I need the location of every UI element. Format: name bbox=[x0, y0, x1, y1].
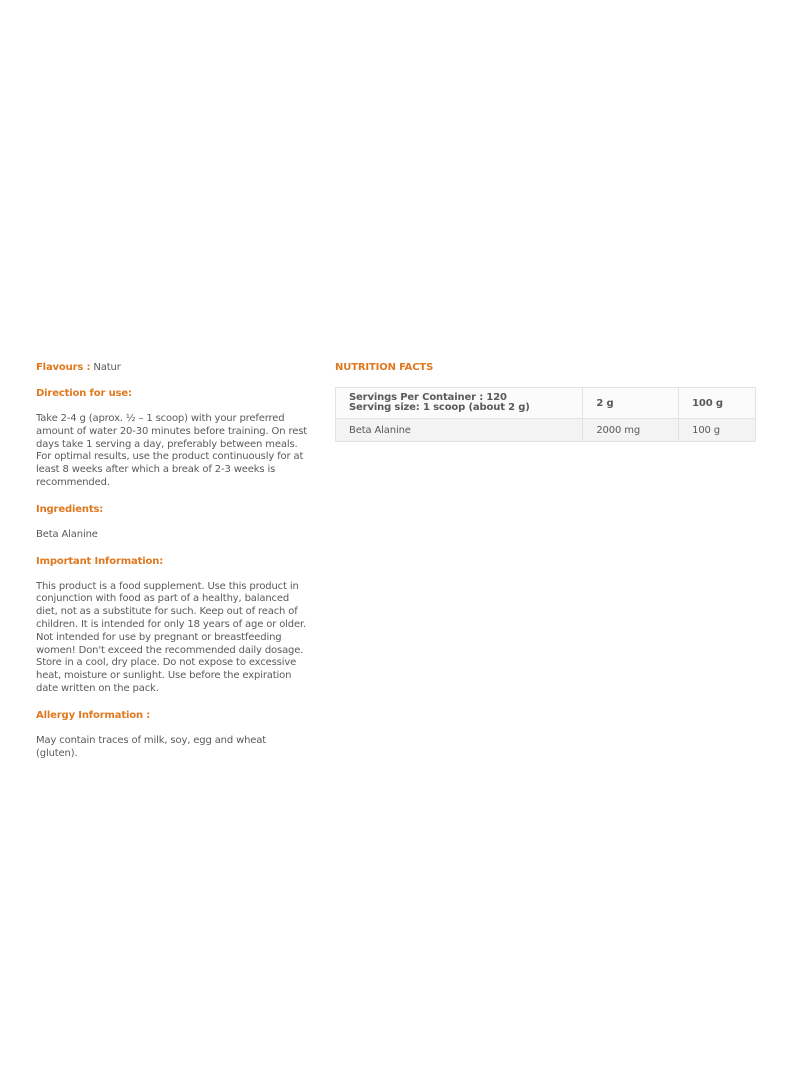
serving-size: Serving size: 1 scoop (about 2 g) bbox=[349, 402, 530, 413]
nutrient-name: Beta Alanine bbox=[336, 419, 583, 442]
ingredients-text: Beta Alanine bbox=[36, 528, 98, 540]
flavours-value: Natur bbox=[93, 362, 121, 373]
allergy-heading: Allergy Information : bbox=[36, 709, 151, 721]
nutrition-row bbox=[336, 419, 756, 442]
servings-per-container: Servings Per Container : 120 bbox=[349, 392, 507, 403]
important-info-heading: Important Information: bbox=[36, 555, 164, 567]
flavours-label: Flavours : bbox=[36, 362, 91, 373]
important-info-text: This product is a food supplement. Use this product in conjunction with food as part of a healthy, balanced diet, not as a substitute for such. Keep out of reach of children. It is intended for only 18 years of age or older. Not intended for use by pregnant or breastfeeding women! Don't exceed the recommended daily dosage. Store in a cool, dry place. Do not expose to excessive heat, moisture or sunlight. Use before the expiration date written on the pack. bbox=[36, 580, 307, 694]
nutrition-title: NUTRITION FACTS bbox=[335, 362, 434, 373]
nutrient-per-100g: 100 g bbox=[679, 419, 756, 442]
direction-text: Take 2-4 g (aprox. ½ – 1 scoop) with your preferred amount of water 20-30 minutes before training. On rest days take 1 serving a day, preferably between meals. For optimal results, use the product continuously for at least 8 weeks after which a break of 2-3 weeks is recommended. bbox=[36, 413, 308, 488]
nutrition-header-row bbox=[336, 388, 756, 419]
header-serving-amount: 2 g bbox=[583, 388, 679, 419]
nutrition-table bbox=[335, 387, 756, 442]
allergy-text: May contain traces of milk, soy, egg and wheat (gluten). bbox=[36, 734, 267, 759]
nutrient-serving-amount: 2000 mg bbox=[583, 419, 679, 442]
ingredients-heading: Ingredients: bbox=[36, 503, 104, 515]
servings-cell bbox=[336, 388, 583, 419]
direction-heading: Direction for use: bbox=[36, 388, 132, 399]
header-per-100g: 100 g bbox=[679, 388, 756, 419]
product-details bbox=[36, 361, 308, 760]
nutrition-facts bbox=[335, 361, 756, 436]
flavours-line bbox=[36, 361, 308, 374]
